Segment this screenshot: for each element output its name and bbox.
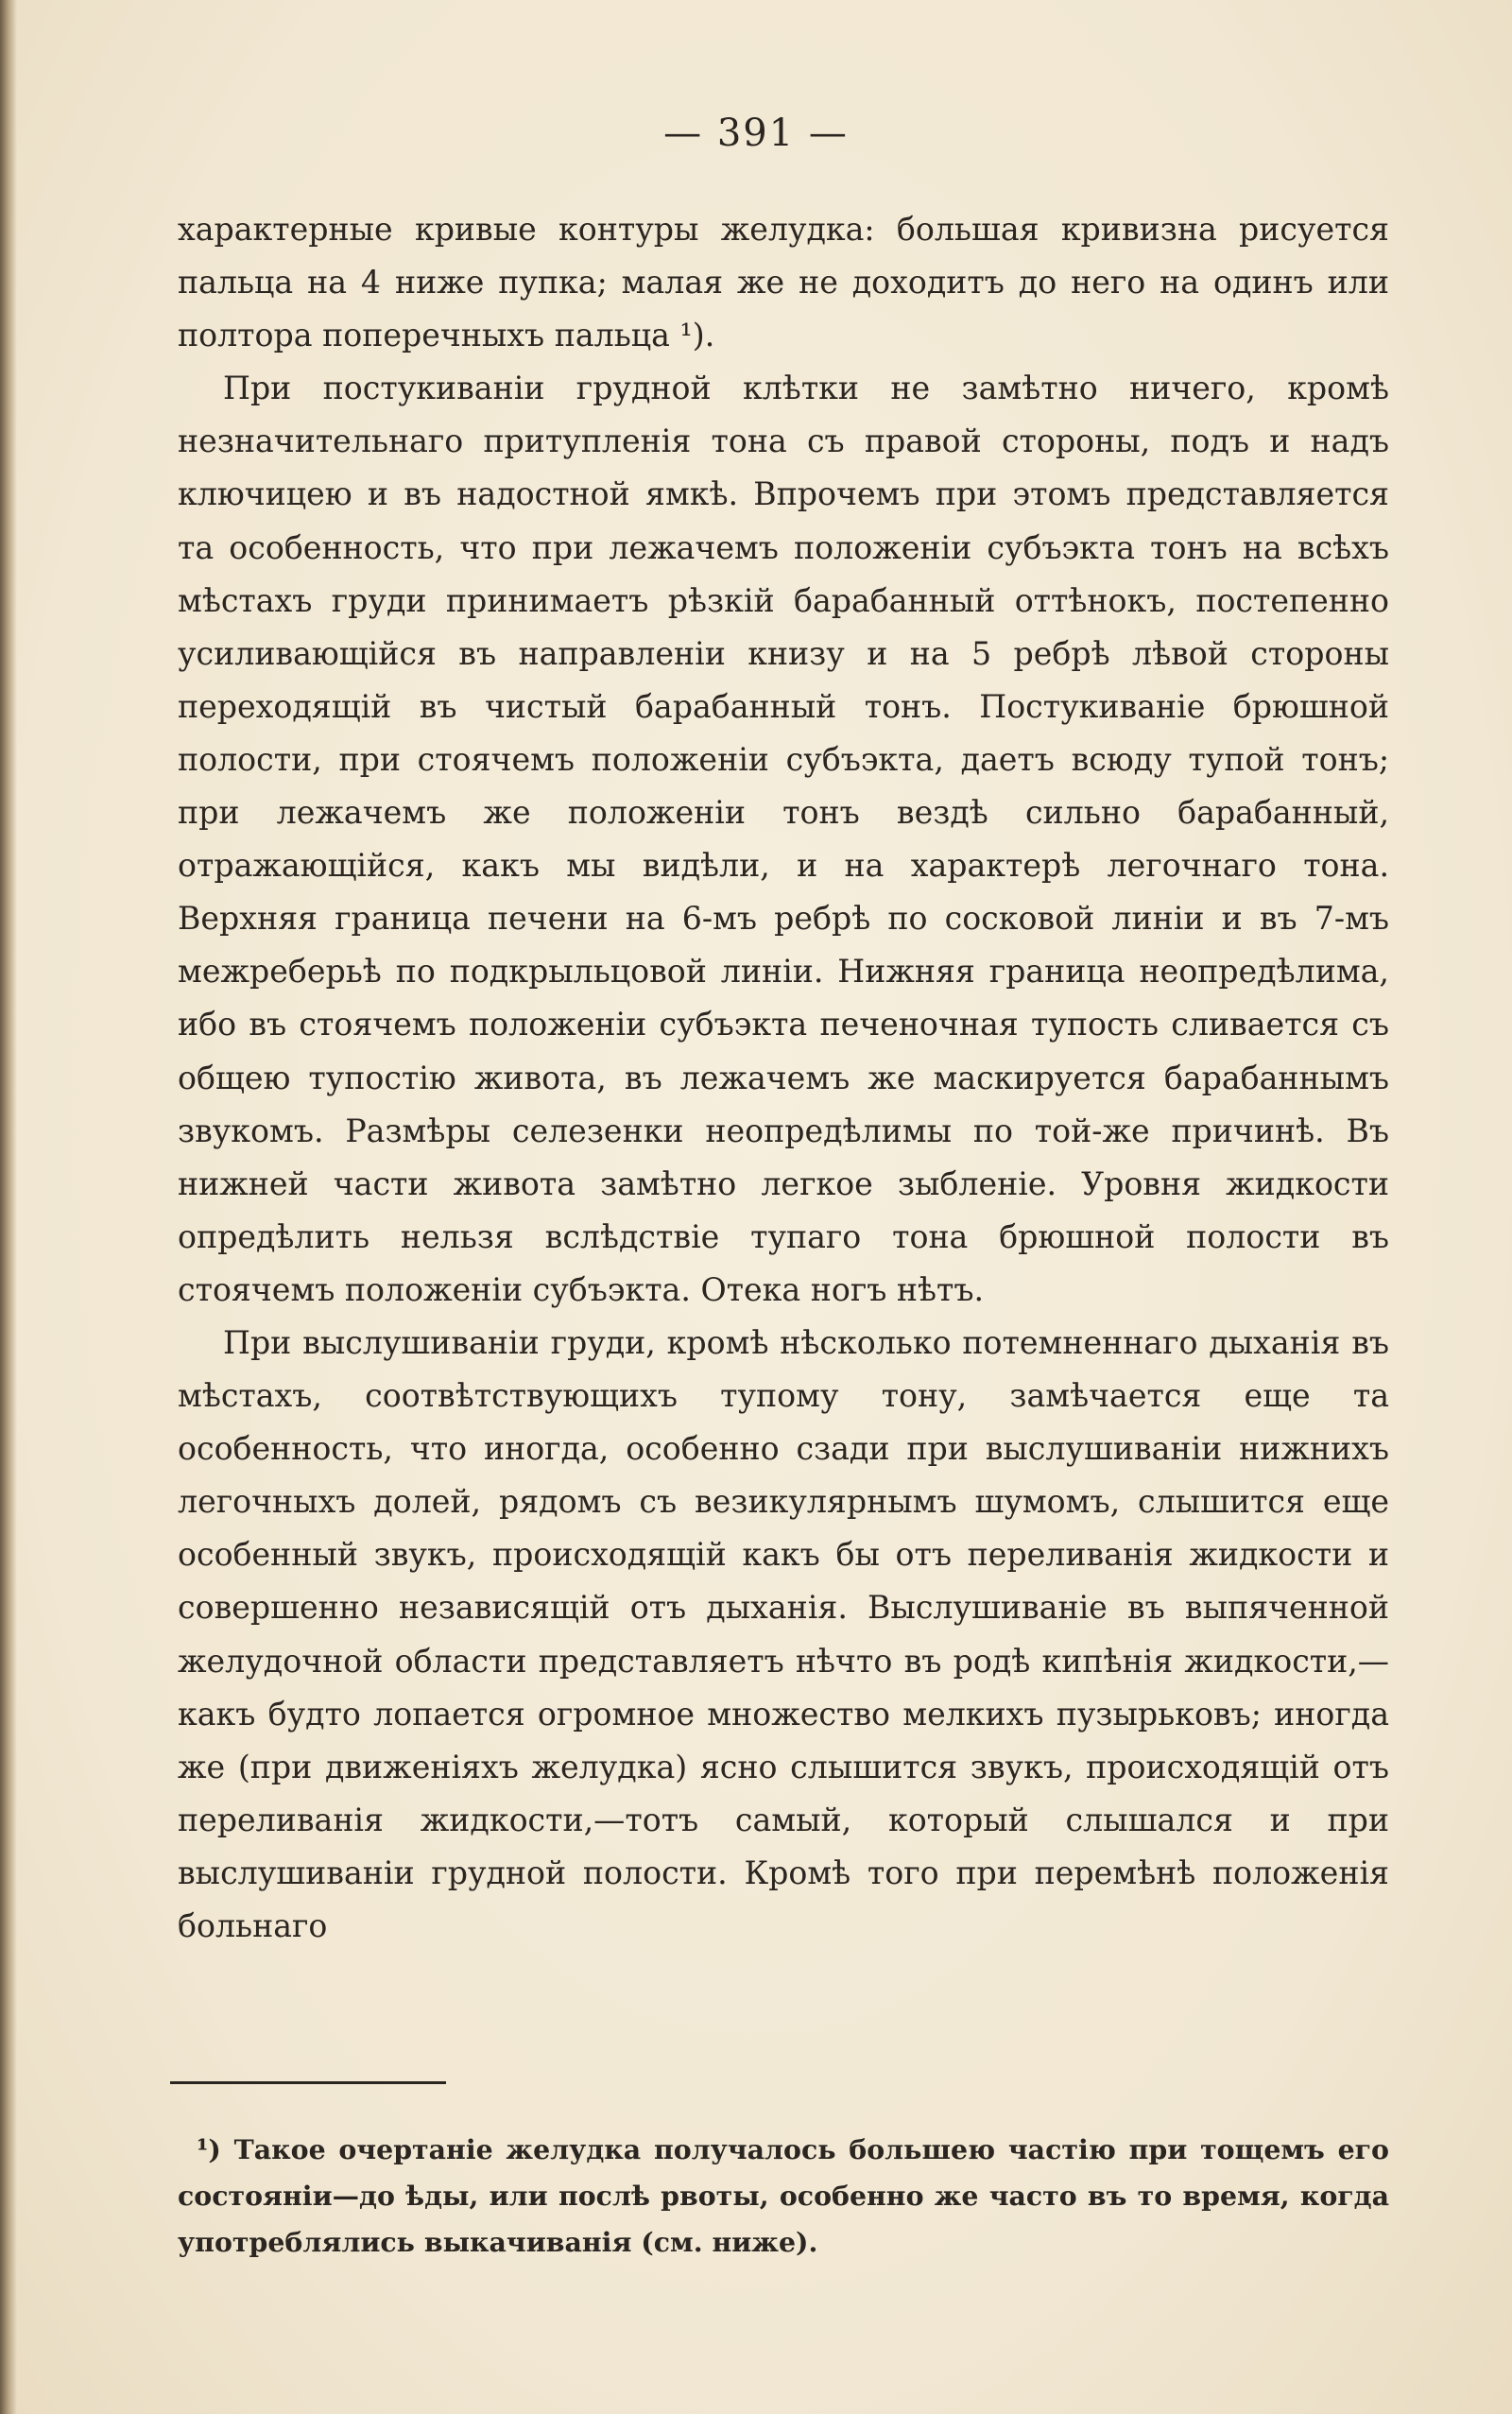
footnote-divider <box>170 2081 446 2084</box>
footnote <box>178 2127 1389 2266</box>
paragraph-2: При постукиванiи грудной клѣтки не замѣтно ничего, кромѣ незначительнаго притупленiя тона съ правой стороны, подъ и надъ ключицею и въ надостной ямкѣ. Впрочемъ при этомъ представляется та особенность, что при лежачемъ положенiи субъэкта тонъ на всѣхъ мѣстахъ груди принимаетъ рѣзкiй барабанный оттѣнокъ, постепенно усиливающiйся въ направленiи книзу и на 5 ребрѣ лѣвой стороны переходящiй въ чистый барабанный тонъ. Постукиванiе брюшной полости, при стоячемъ положенiи субъэкта, даетъ всюду тупой тонъ; при лежачемъ же положенiи тонъ вездѣ сильно барабанный, отражающiйся, какъ мы видѣли, и на характерѣ легочнаго тона. Верхняя граница печени на 6-мъ ребрѣ по сосковой линiи и въ 7-мъ межреберьѣ по подкрыльцовой линiи. Нижняя граница неопредѣлима, ибо въ стоячемъ положенiи субъэкта печеночная тупость сливается съ общею тупостiю живота, въ лежачемъ же маскируется барабаннымъ звукомъ. Размѣры селезенки неопредѣлимы по той-же причинѣ. Въ нижней части живота замѣтно легкое зыбленiе. Уровня жидкости опредѣлить нельзя вслѣдствiе тупаго тона брюшной полости въ стоячемъ положенiи субъэкта. Отека ногъ нѣтъ. <box>178 370 1389 1308</box>
footnote-text: ¹) Такое очертанiе желудка получалось большею частiю при тощемъ его состоянiи—до ѣды, или послѣ рвоты, особенно же часто въ то время, когда употреблялись выкачиванiя (см. ниже). <box>178 2133 1389 2258</box>
page-number: — 391 — <box>663 112 849 155</box>
page-edge-shadow <box>0 0 17 2414</box>
paragraph-1: характерные кривые контуры желудка: большая кривизна рисуется пальца на 4 ниже пупка; малая же не доходитъ до него на одинъ или полтора поперечныхъ пальца ¹). <box>178 211 1389 354</box>
paragraph-3: При выслушиванiи груди, кромѣ нѣсколько потемненнаго дыханiя въ мѣстахъ, соотвѣтствующихъ тупому тону, замѣчается еще та особенность, что иногда, особенно сзади при выслушиванiи нижнихъ легочныхъ долей, рядомъ съ везикулярнымъ шумомъ, слышится еще особенный звукъ, происходящiй какъ бы отъ переливанiя жидкости и совершенно независящiй отъ дыханiя. Выслушиванiе въ выпяченной желудочной области представляетъ нѣчто въ родѣ кипѣнiя жидкости,—какъ будто лопается огромное множество мелкихъ пузырьковъ; иногда же (при движенiяхъ желудка) ясно слышится звукъ, происходящiй отъ переливанiя жидкости,—тотъ самый, который слышался и при выслушиванiи грудной полости. Кромѣ того при перемѣнѣ положенiя больнаго <box>178 1323 1389 1944</box>
body-text <box>178 203 1389 1953</box>
